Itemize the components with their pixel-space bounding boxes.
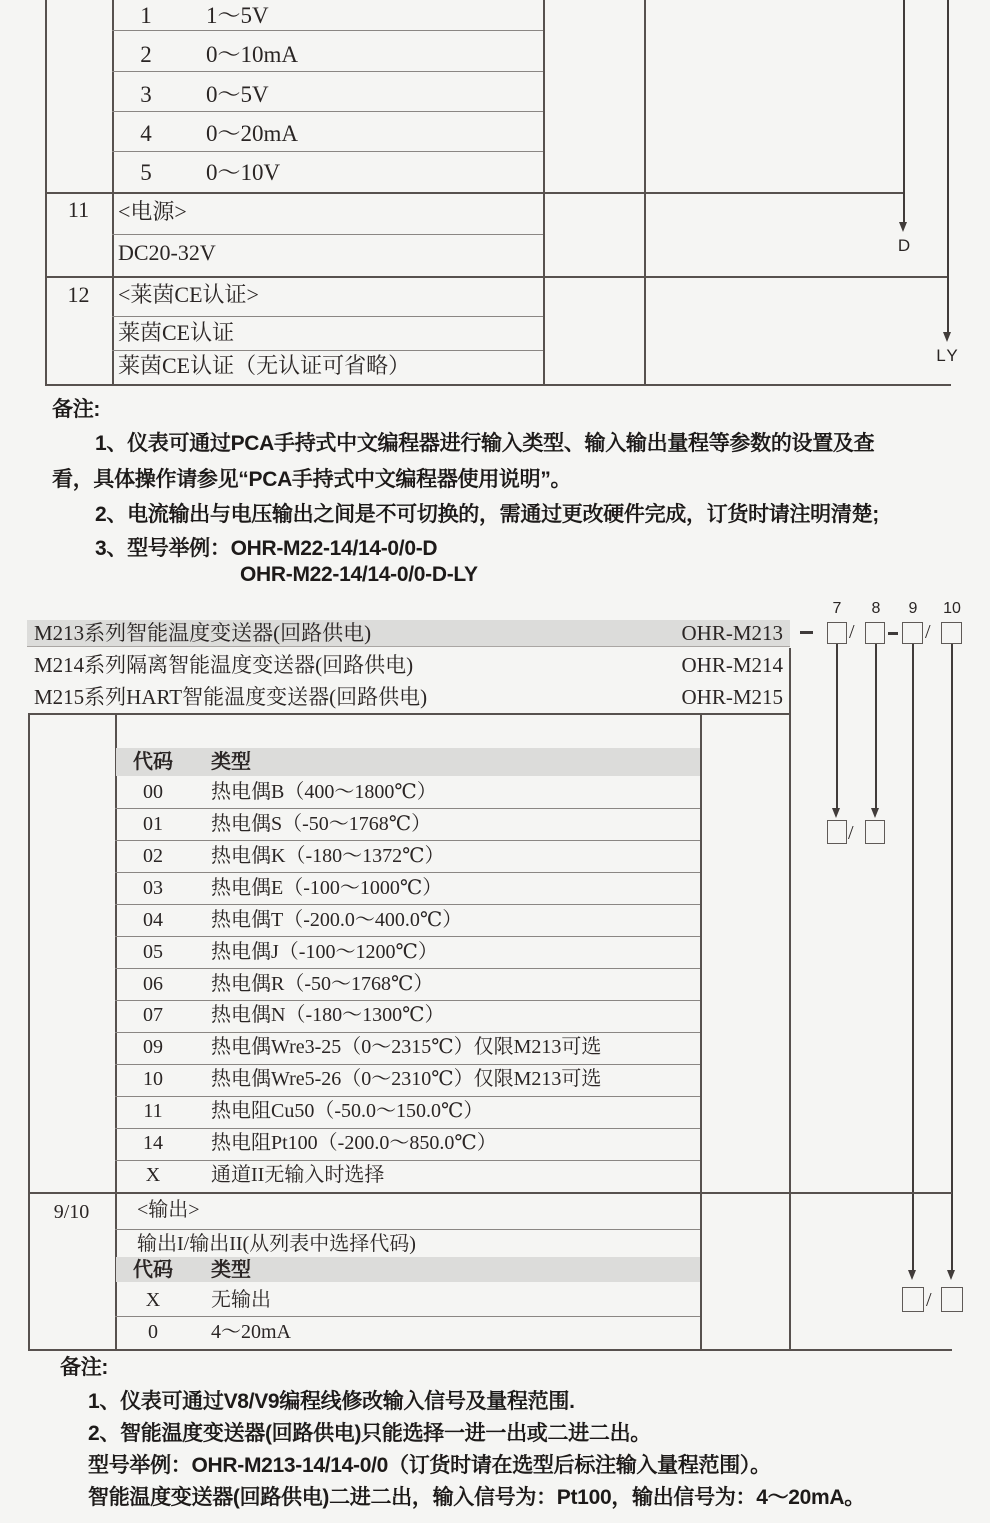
- output-title: <输出>: [137, 1199, 200, 1221]
- row-separator: [112, 316, 543, 317]
- column-header-type: 类型: [211, 1259, 251, 1281]
- slash-separator: /: [925, 621, 931, 643]
- series-name: M214系列隔离智能温度变送器(回路供电): [34, 653, 414, 677]
- input-row-code: 05: [143, 941, 163, 963]
- input-row-type: 热电偶B（400～1800℃）: [211, 781, 437, 803]
- input-row-type: 热电偶S（-50～1768℃）: [211, 813, 432, 835]
- arrow-down-icon: [908, 1270, 916, 1280]
- row-separator: [112, 151, 543, 152]
- upper-table-bottom-border: [45, 384, 951, 386]
- row-separator: [115, 904, 700, 905]
- row-separator: [112, 30, 543, 31]
- output-row-code: 0: [148, 1321, 158, 1343]
- input-row-type: 热电偶J（-100～1200℃）: [211, 941, 438, 963]
- output-field-number: 9/10: [53, 1201, 90, 1223]
- model-digit-box-10: [941, 622, 962, 644]
- ce-option-1: 莱茵CE认证: [118, 320, 235, 345]
- input-code-box-2: [865, 820, 885, 844]
- input-row-type: 热电阻Cu50（-50.0～150.0℃）: [211, 1100, 484, 1122]
- signal-code: 5: [140, 160, 152, 185]
- input-row-code: 00: [143, 781, 163, 803]
- row-separator: [115, 1316, 700, 1317]
- main-table-bottom-border: [28, 1349, 952, 1351]
- row-separator: [115, 840, 700, 841]
- series-model: OHR-M215: [681, 685, 783, 709]
- row-separator: [115, 1000, 700, 1001]
- output-section-top-border: [28, 1192, 952, 1194]
- column-header-code: 代码: [133, 751, 173, 773]
- output-subtitle: 输出I/输出II(从列表中选择代码): [137, 1233, 416, 1255]
- model-digit-box-7: [827, 622, 847, 644]
- digit10-indicator-line: [951, 644, 953, 1272]
- input-row-type: 热电偶R（-50～1768℃）: [211, 973, 434, 995]
- row-separator: [115, 936, 700, 937]
- row-separator: [115, 1096, 700, 1097]
- slash-separator: /: [848, 822, 854, 844]
- row-separator: [115, 808, 700, 809]
- input-table-header-band: [116, 748, 700, 776]
- input-row-code: 11: [143, 1100, 163, 1122]
- input-row-code: 06: [143, 973, 163, 995]
- note-line: OHR-M22-14/14-0/0-D-LY: [240, 563, 478, 586]
- signal-code: 3: [140, 82, 152, 107]
- row-separator: [115, 1064, 700, 1065]
- series-model: OHR-M214: [681, 653, 783, 677]
- note-line: 1、仪表可通过V8/V9编程线修改输入信号及量程范围.: [88, 1390, 575, 1413]
- row-separator: [115, 1160, 700, 1161]
- digit-label-9: 9: [908, 600, 918, 617]
- note-line: 2、电流输出与电压输出之间是不可切换的，需通过更改硬件完成，订货时请注明清楚;: [95, 503, 879, 526]
- input-row-type: 热电偶N（-180～1300℃）: [211, 1004, 445, 1026]
- output-row-code: X: [145, 1289, 161, 1311]
- signal-type: 0～10mA: [206, 42, 298, 67]
- ly-code-label: LY: [936, 346, 960, 365]
- arrow-down-icon: [947, 1270, 955, 1280]
- series-model: OHR-M213: [681, 621, 783, 645]
- row-separator: [112, 71, 543, 72]
- ce-title: <莱茵CE认证>: [118, 282, 259, 307]
- input-row-code: X: [145, 1164, 161, 1186]
- arrow-down-icon: [871, 808, 879, 818]
- main-table-right-border: [789, 648, 791, 1350]
- output-code-box-1: [902, 1287, 924, 1312]
- input-code-box-1: [827, 820, 847, 844]
- d-indicator-line: [903, 0, 905, 223]
- output-row-type: 4～20mA: [211, 1321, 291, 1343]
- note-line: 1、仪表可通过PCA手持式中文编程器进行输入类型、输入输出量程等参数的设置及查: [95, 432, 875, 455]
- input-row-code: 09: [143, 1036, 163, 1058]
- output-code-box-2: [941, 1287, 963, 1312]
- row-separator: [112, 234, 543, 235]
- input-row-type: 热电偶Wre3-25（0～2315℃）仅限M213可选: [211, 1036, 602, 1058]
- model-digit-box-9: [902, 622, 923, 644]
- dash-separator: [800, 631, 813, 634]
- row-separator: [115, 1229, 700, 1230]
- ce-option-2: 莱茵CE认证（无认证可省略）: [118, 353, 411, 378]
- digit-label-8: 8: [871, 600, 881, 617]
- main-table-top-border: [28, 713, 789, 715]
- signal-type: 0～5V: [206, 82, 269, 107]
- input-row-type: 热电阻Pt100（-200.0～850.0℃）: [211, 1132, 497, 1154]
- power-value: DC20-32V: [118, 240, 216, 265]
- note-line: 型号举例：OHR-M213-14/14-0/0（订货时请在选型后标注输入量程范围）。: [88, 1454, 771, 1477]
- row-separator: [115, 1032, 700, 1033]
- input-row-type: 热电偶K（-180～1372℃）: [211, 845, 445, 867]
- digit-label-7: 7: [832, 600, 842, 617]
- input-row-type: 热电偶T（-200.0～400.0℃）: [211, 909, 463, 931]
- signal-type: 0～10V: [206, 160, 281, 185]
- arrow-down-icon: [943, 332, 951, 342]
- column-header-type: 类型: [211, 751, 251, 773]
- d-code-label: D: [897, 236, 911, 255]
- input-row-type: 热电偶Wre5-26（0～2310℃）仅限M213可选: [211, 1068, 602, 1090]
- digit-label-10: 10: [943, 600, 961, 617]
- row-separator: [115, 872, 700, 873]
- arrow-down-icon: [832, 808, 840, 818]
- note-line: 智能温度变送器(回路供电)二进二出，输入信号为：Pt100，输出信号为：4～20mA。: [88, 1486, 865, 1509]
- ly-indicator-line: [947, 0, 949, 333]
- digit8-indicator-line: [875, 644, 877, 808]
- series-name: M213系列智能温度变送器(回路供电): [34, 621, 372, 645]
- arrow-down-icon: [899, 222, 907, 232]
- signal-type: 0～20mA: [206, 121, 298, 146]
- signal-code: 4: [140, 121, 152, 146]
- series-name: M215系列HART智能温度变送器(回路供电): [34, 685, 428, 709]
- notes-title: 备注:: [52, 398, 101, 421]
- input-row-code: 01: [143, 813, 163, 835]
- field12-top-border: [45, 276, 948, 278]
- input-row-type: 通道II无输入时选择: [211, 1164, 385, 1186]
- note-line: 2、智能温度变送器(回路供电)只能选择一进一出或二进二出。: [88, 1422, 651, 1445]
- input-row-code: 04: [143, 909, 163, 931]
- row-separator: [115, 968, 700, 969]
- notes-title: 备注:: [60, 1356, 109, 1379]
- digit9-indicator-line: [912, 644, 914, 1272]
- slash-separator: /: [849, 621, 855, 643]
- output-row-type: 无输出: [211, 1289, 271, 1311]
- input-row-code: 03: [143, 877, 163, 899]
- field12-number: 12: [67, 282, 90, 307]
- dash-separator: [888, 632, 898, 635]
- main-table-left-border: [28, 713, 30, 1350]
- row-separator: [112, 350, 543, 351]
- input-row-code: 14: [143, 1132, 163, 1154]
- input-row-type: 热电偶E（-100～1000℃）: [211, 877, 443, 899]
- input-row-code: 02: [143, 845, 163, 867]
- row-separator: [115, 1128, 700, 1129]
- signal-code: 2: [140, 42, 152, 67]
- input-row-code: 10: [143, 1068, 163, 1090]
- signal-type: 1～5V: [206, 3, 269, 28]
- field11-number: 11: [67, 197, 90, 222]
- slash-separator: /: [926, 1289, 932, 1311]
- column-header-code: 代码: [133, 1259, 173, 1281]
- output-table-header-band: [116, 1257, 700, 1282]
- signal-code: 1: [140, 3, 152, 28]
- note-line: 3、型号举例：OHR-M22-14/14-0/0-D: [95, 537, 438, 560]
- power-title: <电源>: [118, 199, 187, 224]
- note-line: 看，具体操作请参见“PCA手持式中文编程器使用说明”。: [52, 468, 572, 491]
- field11-top-border: [45, 192, 904, 194]
- row-separator: [112, 111, 543, 112]
- input-row-code: 07: [143, 1004, 163, 1026]
- digit7-indicator-line: [836, 644, 838, 808]
- main-table-divider-2: [700, 713, 702, 1350]
- model-digit-box-8: [865, 622, 885, 644]
